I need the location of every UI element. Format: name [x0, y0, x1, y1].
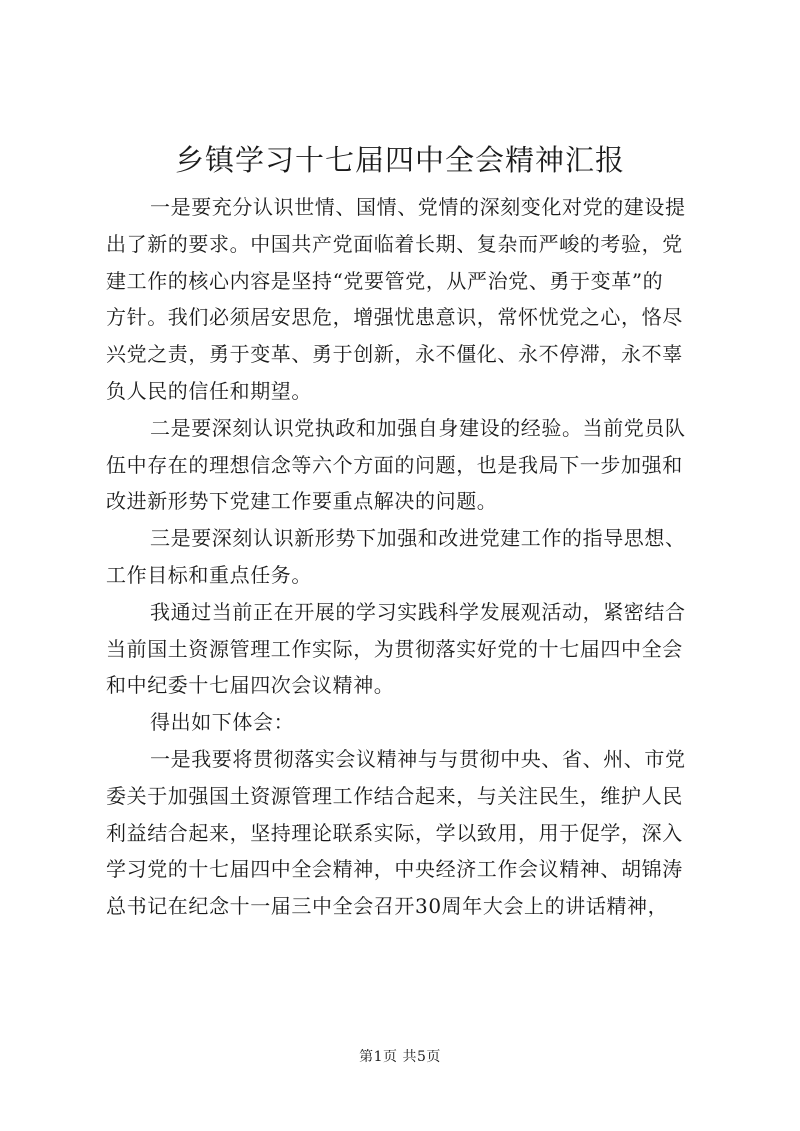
- text-line: 当前国土资源管理工作实际，为贯彻落实好党的十七届四中全会: [106, 636, 683, 661]
- text-line: 利益结合起来，坚持理论联系实际，学以致用，用于促学，深入: [106, 820, 683, 845]
- document-body: [106, 189, 704, 925]
- text-line: 总书记在纪念十一届三中全会召开30周年大会上的讲话精神，: [106, 894, 669, 919]
- text-line: 工作目标和重点任务。: [106, 562, 312, 587]
- text-line: 一是要充分认识世情、国情、党情的深刻变化对党的建设提: [150, 195, 686, 219]
- document-title: 乡镇学习十七届四中全会精神汇报: [174, 143, 625, 177]
- text-line: 学习党的十七届四中全会精神，中央经济工作会议精神、胡锦涛: [106, 857, 683, 882]
- text-line: 伍中存在的理想信念等六个方面的问题，也是我局下一步加强和: [106, 452, 683, 477]
- text-line: 三是要深刻认识新形势下加强和改进党建工作的指导思想、: [150, 526, 686, 551]
- text-line: 我通过当前正在开展的学习实践科学发展观活动，紧密结合: [150, 599, 686, 624]
- text-line: 兴党之责，勇于变革、勇于创新，永不僵化、永不停滞，永不辜: [106, 342, 683, 367]
- text-line: 改进新形势下党建工作要重点解决的问题。: [106, 489, 498, 514]
- text-line: 方针。我们必须居安思危，增强忧患意识，常怀忧党之心，恪尽: [106, 305, 683, 330]
- text-line: 负人民的信任和期望。: [106, 378, 312, 403]
- text-line: 建工作的核心内容是坚持“党要管党，从严治党、勇于变革”的: [106, 268, 664, 293]
- text-line: 和中纪委十七届四次会议精神。: [106, 673, 395, 698]
- page-footer: 第1页 共5页: [359, 1049, 441, 1065]
- text-line: 出了新的要求。中国共产党面临着长期、复杂而严峻的考验，党: [106, 231, 683, 256]
- text-line: 二是要深刻认识党执政和加强自身建设的经验。当前党员队: [150, 415, 686, 440]
- text-line: 一是我要将贯彻落实会议精神与与贯彻中央、省、州、市党: [150, 746, 686, 771]
- text-line: 得出如下体会：: [150, 710, 295, 735]
- text-line: 委关于加强国土资源管理工作结合起来，与关注民生，维护人民: [106, 783, 683, 808]
